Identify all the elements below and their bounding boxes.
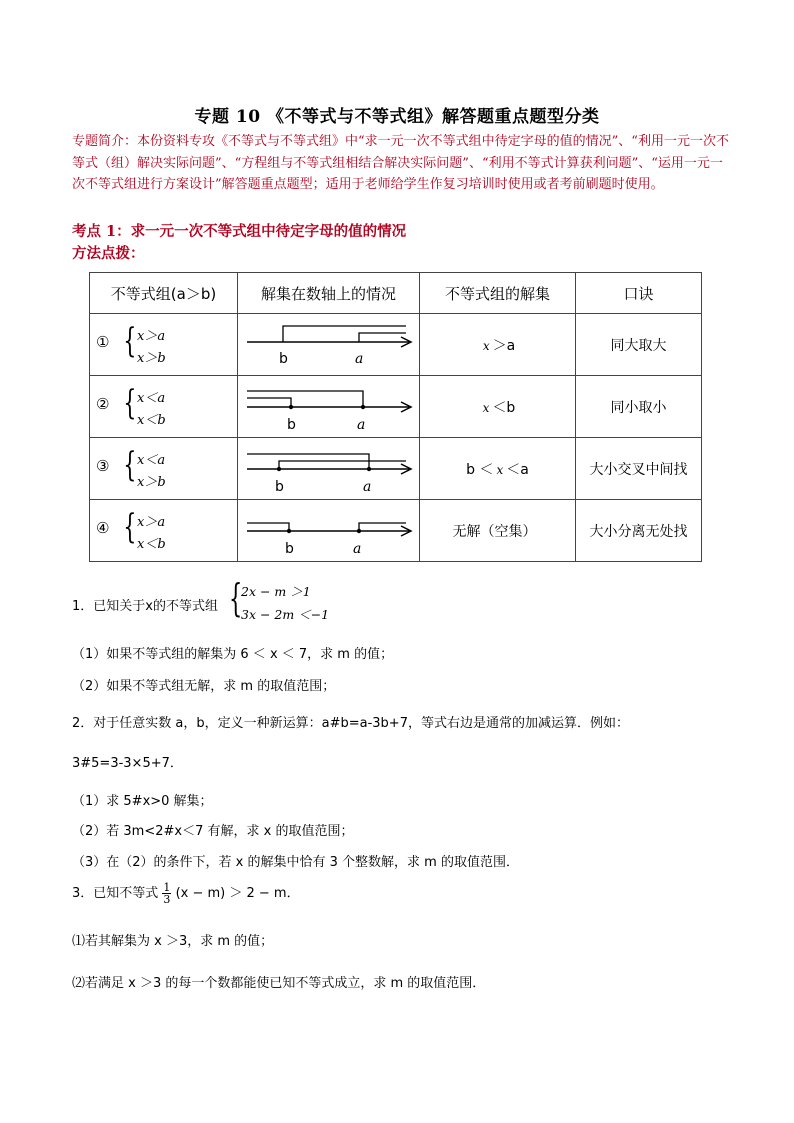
brace-icon: {	[123, 321, 137, 361]
label-b: b	[278, 350, 288, 367]
number-line-diagram	[241, 502, 417, 560]
q2-stem: 2．对于任意实数 a，b，定义一种新运算：a#b=a-3b+7，等式右边是通常的加减运算．例如：	[72, 716, 629, 731]
label-a: a	[356, 416, 365, 433]
system-line-1: x＞a	[137, 515, 166, 530]
header-mnemonic: 口诀	[576, 273, 702, 314]
row-number: ③	[96, 457, 110, 475]
system-line-2: x＞b	[137, 351, 166, 366]
number-line-cell	[238, 438, 420, 500]
header-solution: 不等式组的解集	[420, 273, 576, 314]
mnemonic-cell: 同小取小	[576, 376, 702, 438]
table-row	[90, 314, 702, 376]
system-line-2: x＜b	[137, 413, 166, 428]
system-cell	[90, 438, 238, 500]
method-table	[89, 272, 702, 562]
q1-system-line-2: 3x − 2m ＜−1	[241, 607, 330, 622]
q1-part-2: （2）如果不等式组无解，求 m 的取值范围；	[72, 679, 336, 694]
brace-icon: {	[229, 576, 243, 620]
brace-icon: {	[123, 507, 137, 547]
mnemonic-cell: 同大取大	[576, 314, 702, 376]
solution-cell: x ＜b	[420, 376, 576, 438]
row-number: ①	[96, 333, 110, 351]
system-cell	[90, 500, 238, 562]
system-line-2: x＞b	[137, 475, 166, 490]
q2-part-1: （1）求 5#x>0 解集；	[72, 794, 213, 809]
method-heading: 方法点拨：	[72, 245, 145, 262]
mnemonic-cell: 大小交叉中间找	[576, 438, 702, 500]
solution-cell: b ＜ x ＜a	[420, 438, 576, 500]
q3-part-1: ⑴若其解集为 x ＞3，求 m 的值；	[72, 934, 274, 949]
label-b: b	[286, 416, 296, 433]
kaodian-heading: 考点 1：求一元一次不等式组中待定字母的值的情况	[72, 223, 407, 240]
label-a: a	[352, 540, 361, 557]
system-line-1: x＜a	[137, 453, 166, 468]
q1-part-1: （1）如果不等式组的解集为 6 ＜ x ＜ 7，求 m 的值；	[72, 647, 394, 662]
q1-stem: 1．已知关于x的不等式组	[72, 599, 218, 614]
number-line-diagram	[241, 316, 417, 374]
row-number: ④	[96, 519, 110, 537]
q3-stem: 3．已知不等式 $\frac{1}{3}$ (x − m) ＞ 2 − m．	[72, 881, 300, 906]
fraction-one-third: $\frac{1}{3}$	[163, 881, 171, 906]
row-number: ②	[96, 395, 110, 413]
table-row	[90, 438, 702, 500]
system-cell	[90, 376, 238, 438]
number-line-cell	[238, 376, 420, 438]
system-line-2: x＜b	[137, 537, 166, 552]
table-row	[90, 500, 702, 562]
number-line-diagram	[241, 378, 417, 436]
brace-icon: {	[123, 383, 137, 423]
number-line-diagram	[241, 440, 417, 498]
q2-example: 3#5=3-3×5+7．	[72, 756, 183, 771]
system-cell	[90, 314, 238, 376]
page-title: 专题 10 《不等式与不等式组》解答题重点题型分类	[194, 107, 600, 127]
topic-intro: 专题简介：本份资料专攻《不等式与不等式组》中“求一元一次不等式组中待定字母的值的情况”、“利用一元一次不等式（组）解决实际问题”、“方程组与不等式组相结合解决实际问题”、“利用不等式计算获利问题”、“运用一元一次不等式组进行方案设计”解答题重点题型；适用于老师给学生作复习培训时使用或者考前刷题时使用。	[72, 134, 729, 192]
q3-part-2: ⑵若满足 x ＞3 的每一个数都能使已知不等式成立，求 m 的取值范围．	[72, 976, 486, 991]
q2-part-2: （2）若 3m<2#x＜7 有解，求 x 的取值范围；	[72, 824, 354, 839]
number-line-cell	[238, 500, 420, 562]
solution-cell: 无解（空集）	[420, 500, 576, 562]
solution-cell: x ＞a	[420, 314, 576, 376]
table-row	[90, 376, 702, 438]
header-system: 不等式组(a＞b)	[90, 273, 238, 314]
header-number-line: 解集在数轴上的情况	[238, 273, 420, 314]
brace-icon: {	[123, 445, 137, 485]
label-a: a	[354, 350, 363, 367]
number-line-cell	[238, 314, 420, 376]
q1-system-line-1: 2x − m ＞1	[241, 584, 311, 599]
q2-part-3: （3）在（2）的条件下，若 x 的解集中恰有 3 个整数解，求 m 的取值范围．	[72, 855, 519, 870]
system-line-1: x＜a	[137, 391, 166, 406]
label-a: a	[362, 478, 371, 495]
mnemonic-cell: 大小分离无处找	[576, 500, 702, 562]
system-line-1: x＞a	[137, 329, 166, 344]
label-b: b	[284, 540, 294, 557]
label-b: b	[274, 478, 284, 495]
